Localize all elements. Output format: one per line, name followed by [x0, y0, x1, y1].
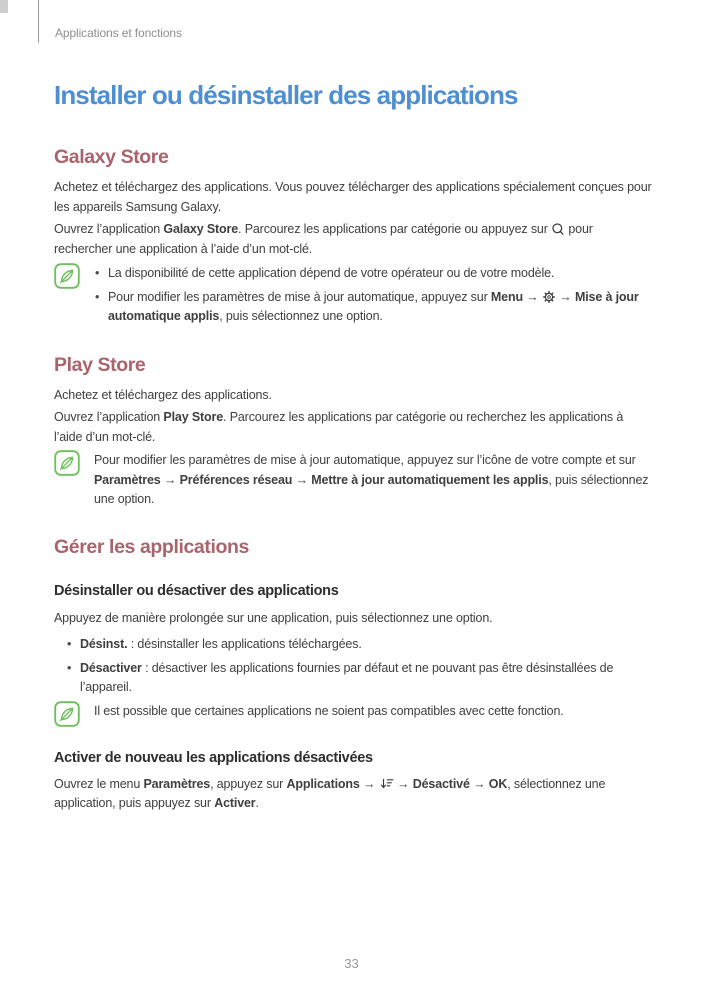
note-body: Pour modifier les paramètres de mise à jour automatique, appuyez sur l’icône de votre compte et sur Paramètres → Préférences réseau → Mettre à jour automatiquement les applis, puis sélectionnez une option.: [94, 453, 649, 506]
note-body: [94, 263, 654, 327]
section-heading-manage-apps: Gérer les applications: [54, 535, 249, 558]
note-leaf-icon: [54, 701, 80, 727]
play-paragraph-2: Ouvrez l’application Play Store. Parcourez les applications par catégorie ou recherchez les applications à l’aide d’un mot-clé.: [54, 410, 624, 444]
subheading-uninstall-disable: Désinstaller ou désactiver des applications: [54, 582, 339, 599]
note-leaf-icon: [54, 450, 80, 476]
header-divider: [38, 0, 39, 43]
manage-paragraph-1: Appuyez de manière prolongée sur une application, puis sélectionnez une option.: [54, 610, 493, 625]
note-callout-galaxy: [54, 263, 654, 327]
note-body: Il est possible que certaines applications ne soient pas compatibles avec cette fonction.: [94, 703, 564, 718]
page-title: Installer ou désinstaller des applications: [54, 80, 518, 110]
list-item-uninstall: • Désinst. : désinstaller les applications téléchargées.: [66, 635, 654, 655]
note-bullet-item: • Pour modifier les paramètres de mise à jour automatique, appuyez sur Menu → → Mise à jour automatique applis, puis sélectionnez une option.: [94, 288, 654, 327]
note-callout-compatibility: [54, 701, 654, 727]
galaxy-paragraph-1: Achetez et téléchargez des applications. Vous pouvez télécharger des applications spécialement conçues pour les appareils Samsung Galaxy.: [54, 180, 652, 214]
gear-icon: [542, 288, 556, 308]
page-corner-artifact: [0, 0, 8, 13]
galaxy-paragraph-2: Ouvrez l’application Galaxy Store. Parcourez les applications par catégorie ou appuyez sur pour rechercher une application à l’aide d’un mot-clé.: [54, 222, 593, 256]
page-content: [54, 0, 654, 814]
manage-options-list: [66, 635, 654, 698]
note-callout-play: [54, 450, 654, 510]
section-heading-galaxy-store: Galaxy Store: [54, 146, 169, 168]
page-number: 33: [344, 956, 359, 971]
manage-paragraph-2: Ouvrez le menu Paramètres, appuyez sur Applications → → Désactivé → OK, sélectionnez une application, puis appuyez sur Activer.: [54, 776, 606, 810]
play-paragraph-1: Achetez et téléchargez des applications.: [54, 387, 272, 402]
section-heading-play-store: Play Store: [54, 353, 146, 376]
breadcrumb: Applications et fonctions: [55, 26, 182, 40]
list-item-disable: • Désactiver : désactiver les applications fournies par défaut et ne pouvant pas être désinstallées de l’appareil.: [66, 659, 654, 698]
subheading-reactivate-apps: Activer de nouveau les applications désactivées: [54, 749, 373, 766]
search-icon: [551, 220, 565, 240]
note-bullet-item: • La disponibilité de cette application dépend de votre opérateur ou de votre modèle.: [94, 264, 654, 284]
sort-descending-icon: [379, 775, 394, 795]
note-leaf-icon: [54, 263, 80, 289]
